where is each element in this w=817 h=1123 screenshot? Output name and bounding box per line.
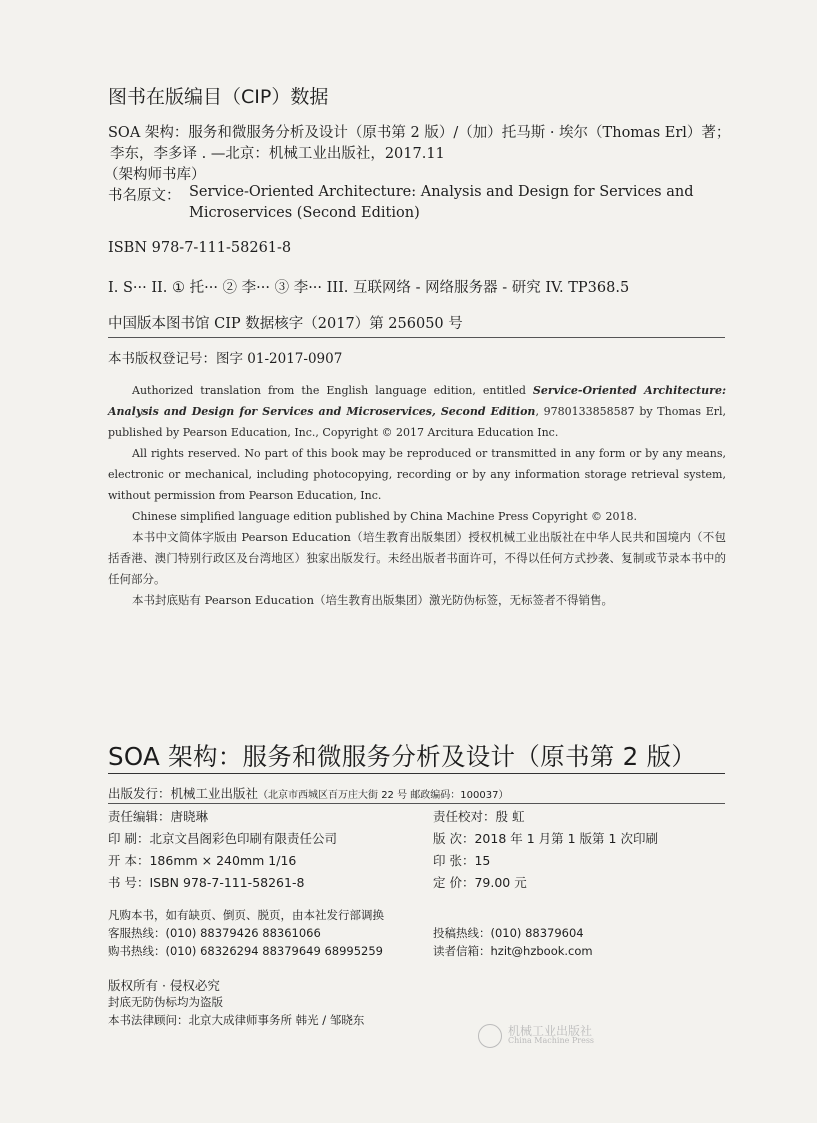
title-rule	[108, 773, 725, 774]
rights-p4: 本书中文简体字版由 Pearson Education（培生教育出版集团）授权机械工业出版社在中华人民共和国境内（不包括香港、澳门特别行政区及台湾地区）独家出版发行。未经出版者书面许可，不得以任何方式抄袭、复制或节录本书中的任何部分。	[108, 530, 726, 586]
publisher-label: 出版发行：机械工业出版社	[108, 786, 259, 801]
rights-p1	[108, 380, 726, 443]
publisher-logo-icon	[478, 1024, 502, 1048]
book-isbn: 书 号：ISBN 978-7-111-58261-8	[108, 875, 305, 890]
editor: 责任编辑：唐晓琳	[108, 809, 209, 824]
publisher-address: （北京市西城区百万庄大街 22 号 邮政编码：100037）	[258, 790, 509, 801]
rights-p1-b: , 9780133858587 by Thomas Erl, published by Pearson Education, Inc., Copyright © 2017 Arcitura Education Inc.	[108, 405, 727, 439]
publisher-watermark-name: 机械工业出版社	[508, 1024, 593, 1038]
publisher-rule	[108, 803, 725, 804]
original-title-2: Microservices (Second Edition)	[189, 205, 420, 221]
printer: 印 刷：北京文昌阁彩色印刷有限责任公司	[108, 831, 337, 846]
cip-classification: I. S··· II. ① 托··· ② 李··· ③ 李··· III. 互联网络 - 网络服务器 - 研究 IV. TP368.5	[108, 280, 630, 296]
cip-line-3: （架构师书库）	[104, 167, 206, 183]
cip-title: 图书在版编目（CIP）数据	[108, 86, 329, 108]
legal-counsel: 本书法律顾问：北京大成律师事务所 韩光 / 邹晓东	[108, 1013, 365, 1027]
price: 定 价：79.00 元	[433, 875, 527, 890]
rights-p5: 本书封底贴有 Pearson Education（培生教育出版集团）激光防伪标签，无标签者不得销售。	[132, 593, 614, 607]
all-rights-reserved: 版权所有 · 侵权必究	[108, 978, 220, 993]
proofreader: 责任校对：殷 虹	[433, 809, 525, 824]
submit-hotline: 投稿热线：(010) 88379604	[433, 926, 584, 940]
original-title-1: Service-Oriented Architecture: Analysis and Design for Services and	[189, 184, 694, 200]
rights-p1-title: Service-Oriented Architecture: Analysis and Design for Services and Microservices, Second Edition	[108, 384, 727, 418]
divider	[108, 337, 725, 338]
copyright-registration: 本书版权登记号：图字 01-2017-0907	[108, 351, 343, 367]
cip-line-1: SOA 架构：服务和微服务分析及设计（原书第 2 版）/（加）托马斯 · 埃尔（Thomas Erl）著；	[108, 125, 731, 141]
format: 开 本：186mm × 240mm 1/16	[108, 853, 297, 868]
cip-number: 中国版本图书馆 CIP 数据核字（2017）第 256050 号	[108, 316, 463, 332]
sheets: 印 张：15	[433, 853, 491, 868]
book-title: SOA 架构：服务和微服务分析及设计（原书第 2 版）	[108, 742, 697, 771]
cip-line-2: 李东，李多译 . —北京：机械工业出版社，2017.11	[110, 146, 445, 162]
edition: 版 次：2018 年 1 月第 1 版第 1 次印刷	[433, 831, 658, 846]
rights-p1-a: Authorized translation from the English language edition, entitled	[132, 384, 533, 397]
publisher	[108, 784, 508, 802]
defects-note: 凡购本书，如有缺页、倒页、脱页，由本社发行部调换	[108, 908, 384, 922]
cip-isbn: ISBN 978-7-111-58261-8	[108, 240, 292, 256]
rights-p2: All rights reserved. No part of this book may be reproduced or transmitted in any form or by any means, electronic or mechanical, including photocopying, recording or by any information storage retrieval system, without permission from Pearson Education, Inc.	[108, 447, 726, 502]
order-hotline: 购书热线：(010) 68326294 88379649 68995259	[108, 944, 383, 958]
publisher-watermark-sub: China Machine Press	[508, 1036, 595, 1045]
rights-statement	[108, 380, 726, 611]
reader-email: 读者信箱：hzit@hzbook.com	[433, 944, 593, 958]
anti-piracy-note: 封底无防伪标均为盗版	[108, 995, 223, 1009]
rights-p3: Chinese simplified language edition published by China Machine Press Copyright © 2018.	[132, 510, 638, 523]
service-hotline: 客服热线：(010) 88379426 88361066	[108, 926, 321, 940]
original-title-label: 书名原文：	[108, 188, 181, 204]
